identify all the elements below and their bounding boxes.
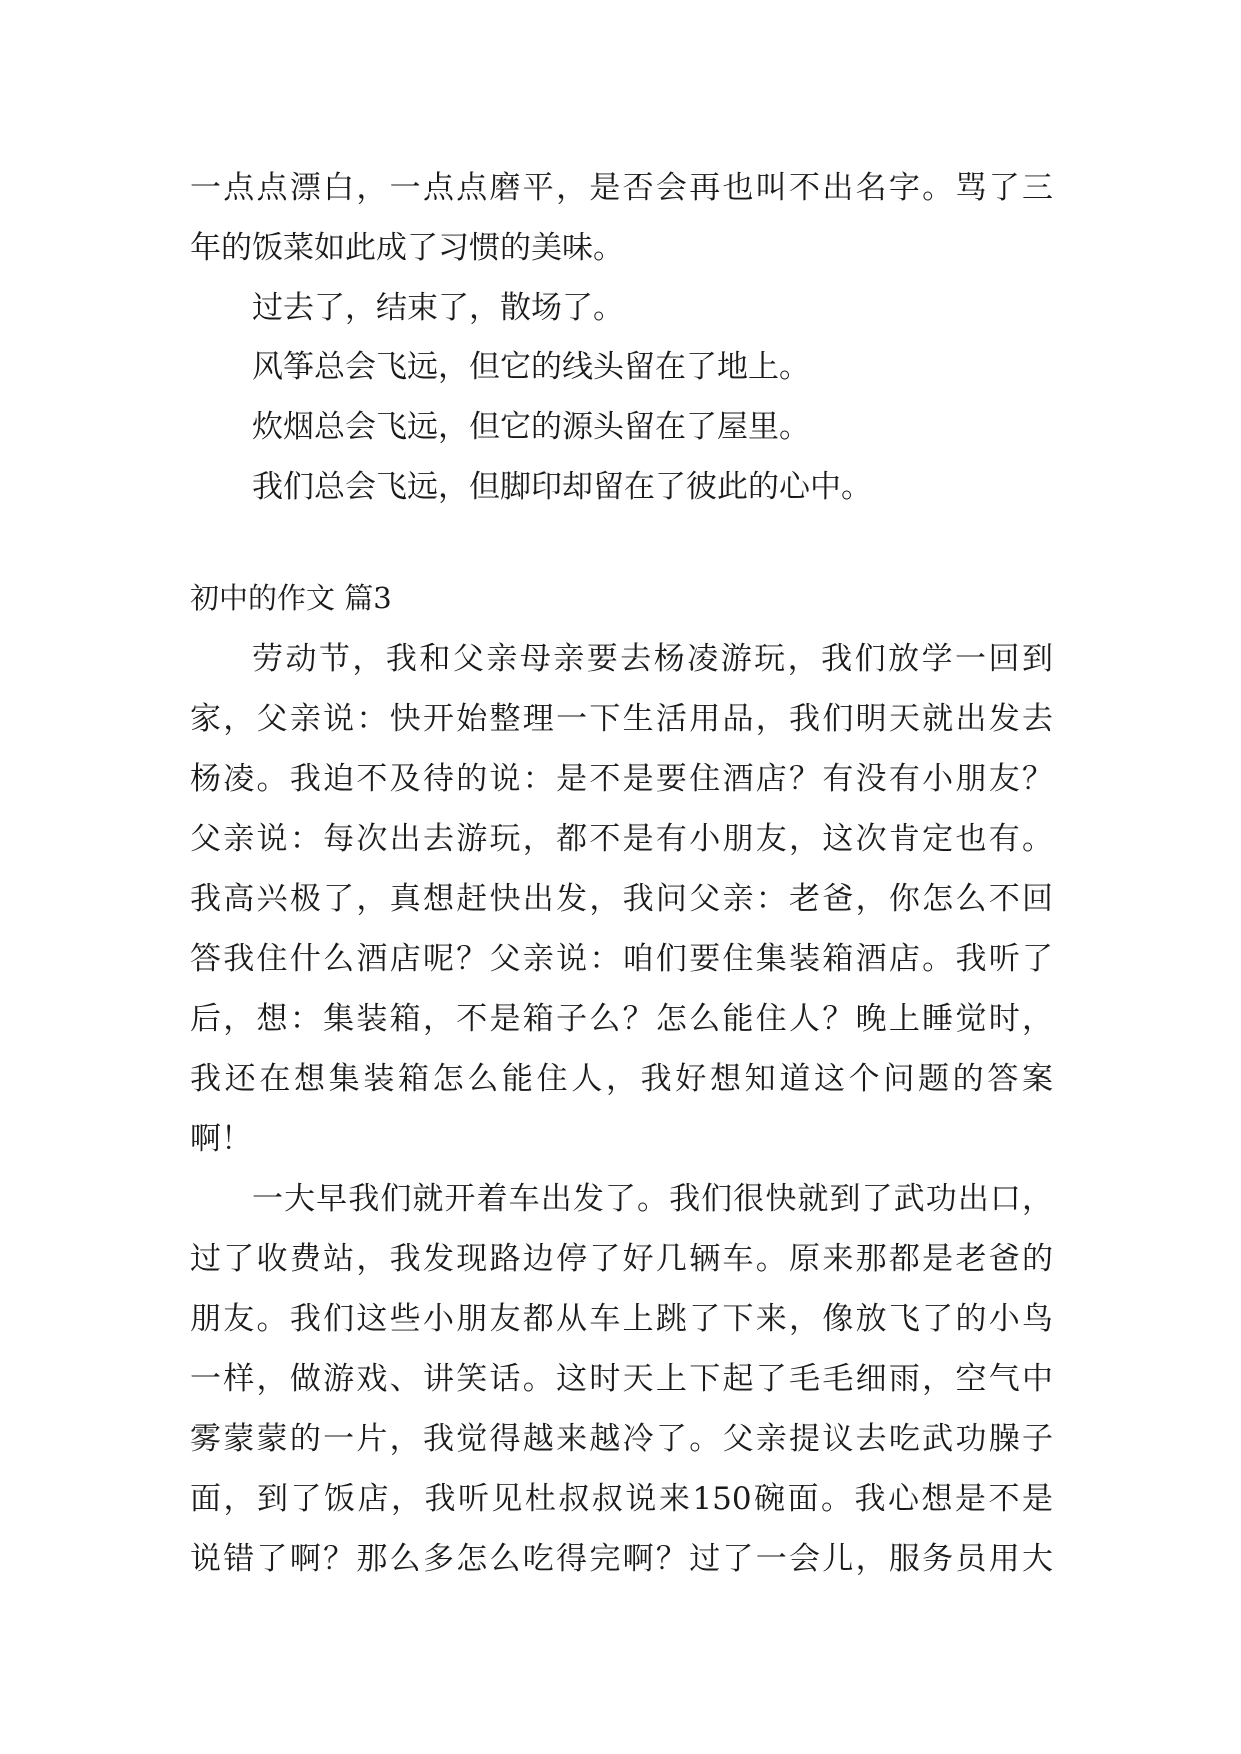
text-line: 一样，做游戏、讲笑话。这时天上下起了毛毛细雨，空气中	[190, 1361, 1053, 1397]
text-line: 家，父亲说：快开始整理一下生活用品，我们明天就出发去	[190, 701, 1053, 737]
text-line: 一大早我们就开着车出发了。我们很快就到了武功出口，	[252, 1181, 1053, 1217]
text-line: 过去了，结束了，散场了。	[252, 290, 624, 326]
text-line: 雾蒙蒙的一片，我觉得越来越冷了。父亲提议去吃武功臊子	[190, 1421, 1053, 1457]
text-line: 答我住什么酒店呢？父亲说：咱们要住集装箱酒店。我听了	[190, 941, 1053, 977]
text-line: 炊烟总会飞远，但它的源头留在了屋里。	[252, 409, 810, 445]
text-line: 年的饭菜如此成了习惯的美味。	[190, 230, 624, 266]
text-line: 我还在想集装箱怎么能住人，我好想知道这个问题的答案	[190, 1061, 1053, 1097]
text-line: 说错了啊？那么多怎么吃得完啊？过了一会儿，服务员用大	[190, 1541, 1053, 1577]
text-line: 过了收费站，我发现路边停了好几辆车。原来那都是老爸的	[190, 1241, 1053, 1277]
text-line: 我们总会飞远，但脚印却留在了彼此的心中。	[252, 469, 872, 505]
text-line: 杨凌。我迫不及待的说：是不是要住酒店？有没有小朋友？	[190, 761, 1053, 797]
text-line: 父亲说：每次出去游玩，都不是有小朋友，这次肯定也有。	[190, 821, 1053, 857]
text-line: 劳动节，我和父亲母亲要去杨凌游玩，我们放学一回到	[252, 641, 1053, 677]
text-line: 朋友。我们这些小朋友都从车上跳了下来，像放飞了的小鸟	[190, 1301, 1053, 1337]
text-line: 后，想：集装箱，不是箱子么？怎么能住人？晚上睡觉时，	[190, 1001, 1053, 1037]
text-line: 我高兴极了，真想赶快出发，我问父亲：老爸，你怎么不回	[190, 881, 1053, 917]
text-line: 面，到了饭店，我听见杜叔叔说来150碗面。我心想是不是	[190, 1481, 1053, 1517]
text-line: 啊！	[190, 1121, 252, 1157]
section-heading: 初中的作文 篇3	[190, 581, 392, 615]
text-line: 风筝总会飞远，但它的线头留在了地上。	[252, 349, 810, 385]
text-line: 一点点漂白，一点点磨平，是否会再也叫不出名字。骂了三	[190, 170, 1053, 206]
